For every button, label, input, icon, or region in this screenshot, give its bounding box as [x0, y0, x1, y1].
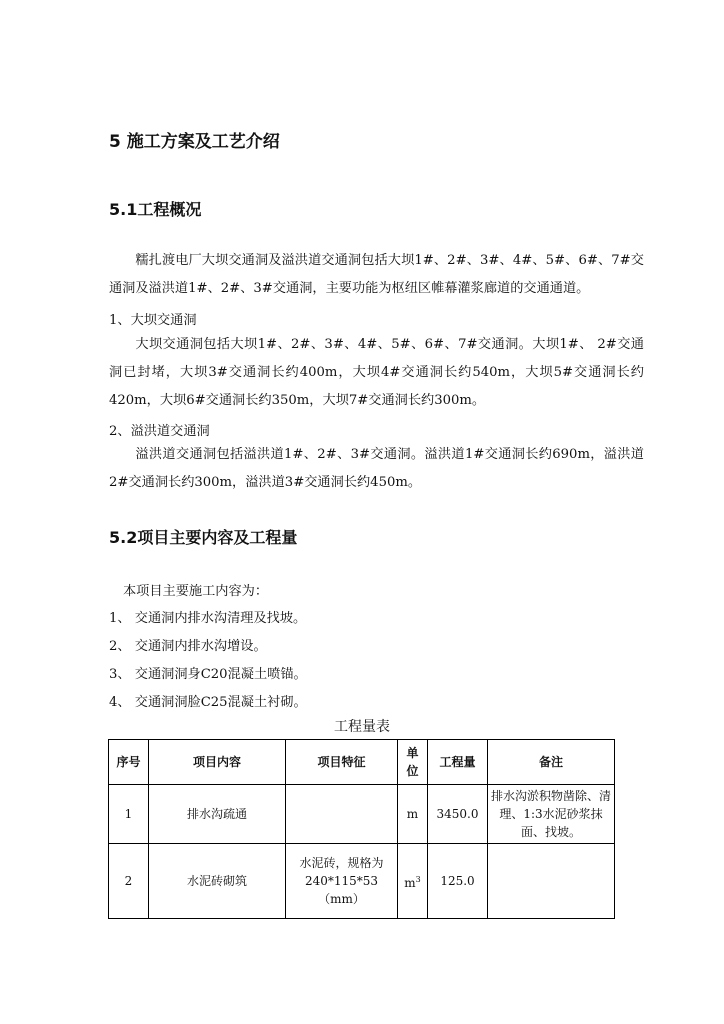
cell-note: 排水沟淤积物凿除、清理、1:3水泥砂浆抹面、找坡。 — [488, 785, 615, 844]
dam-tunnel-title: 1、大坝交通洞 — [109, 313, 197, 328]
cell-no: 2 — [109, 844, 149, 919]
cell-qty: 3450.0 — [428, 785, 488, 844]
cell-unit — [398, 844, 428, 919]
cell-unit: m — [398, 785, 428, 844]
cell-qty: 125.0 — [428, 844, 488, 919]
unit-superscript: 3 — [415, 874, 421, 884]
header-cell: 项目内容 — [149, 740, 286, 785]
cell-content: 水泥砖砌筑 — [149, 844, 286, 919]
quantity-table — [108, 739, 615, 919]
dam-tunnel-body: 大坝交通洞包括大坝1#、2#、3#、4#、5#、6#、7#交通洞。大坝1#、 2#交通洞已封堵，大坝3#交通洞长约400m，大坝4#交通洞长约540m，大坝5#交通洞长约420m，大坝6#交通洞长约350m，大坝7#交通洞长约300m。 — [109, 337, 644, 408]
unit-text: m — [404, 875, 416, 890]
header-cell: 备注 — [488, 740, 615, 785]
cell-feature — [286, 785, 398, 844]
scope-item: 3、 交通洞洞身C20混凝土喷锚。 — [109, 667, 307, 682]
scope-item: 4、 交通洞洞脸C25混凝土衬砌。 — [109, 695, 307, 710]
cell-feature: 水泥砖，规格为240*115*53（mm） — [286, 844, 398, 919]
table-row — [109, 785, 615, 844]
scope-intro: 本项目主要施工内容为： — [123, 584, 269, 599]
cell-content: 排水沟疏通 — [149, 785, 286, 844]
scope-item: 1、 交通洞内排水沟清理及找坡。 — [109, 611, 307, 626]
cell-note — [488, 844, 615, 919]
section-heading-scope: 5.2项目主要内容及工程量 — [109, 528, 298, 547]
cell-no: 1 — [109, 785, 149, 844]
scope-item: 2、 交通洞内排水沟增设。 — [109, 639, 267, 654]
header-cell: 单位 — [398, 740, 428, 785]
spillway-tunnel-title: 2、溢洪道交通洞 — [109, 424, 210, 439]
spillway-tunnel-body: 溢洪道交通洞包括溢洪道1#、2#、3#交通洞。溢洪道1#交通洞长约690m，溢洪道2#交通洞长约300m，溢洪道3#交通洞长约450m。 — [109, 447, 644, 490]
header-cell: 项目特征 — [286, 740, 398, 785]
section-heading-overview: 5.1工程概况 — [109, 200, 202, 219]
table-row — [109, 844, 615, 919]
overview-intro: 糯扎渡电厂大坝交通洞及溢洪道交通洞包括大坝1#、2#、3#、4#、5#、6#、7#交通洞及溢洪道1#、2#、3#交通洞，主要功能为枢纽区帷幕灌浆廊道的交通通道。 — [109, 253, 644, 296]
chapter-heading: 5 施工方案及工艺介绍 — [109, 132, 280, 152]
table-header-row — [109, 740, 615, 785]
header-cell: 工程量 — [428, 740, 488, 785]
table-caption: 工程量表 — [334, 719, 390, 735]
header-cell: 序号 — [109, 740, 149, 785]
